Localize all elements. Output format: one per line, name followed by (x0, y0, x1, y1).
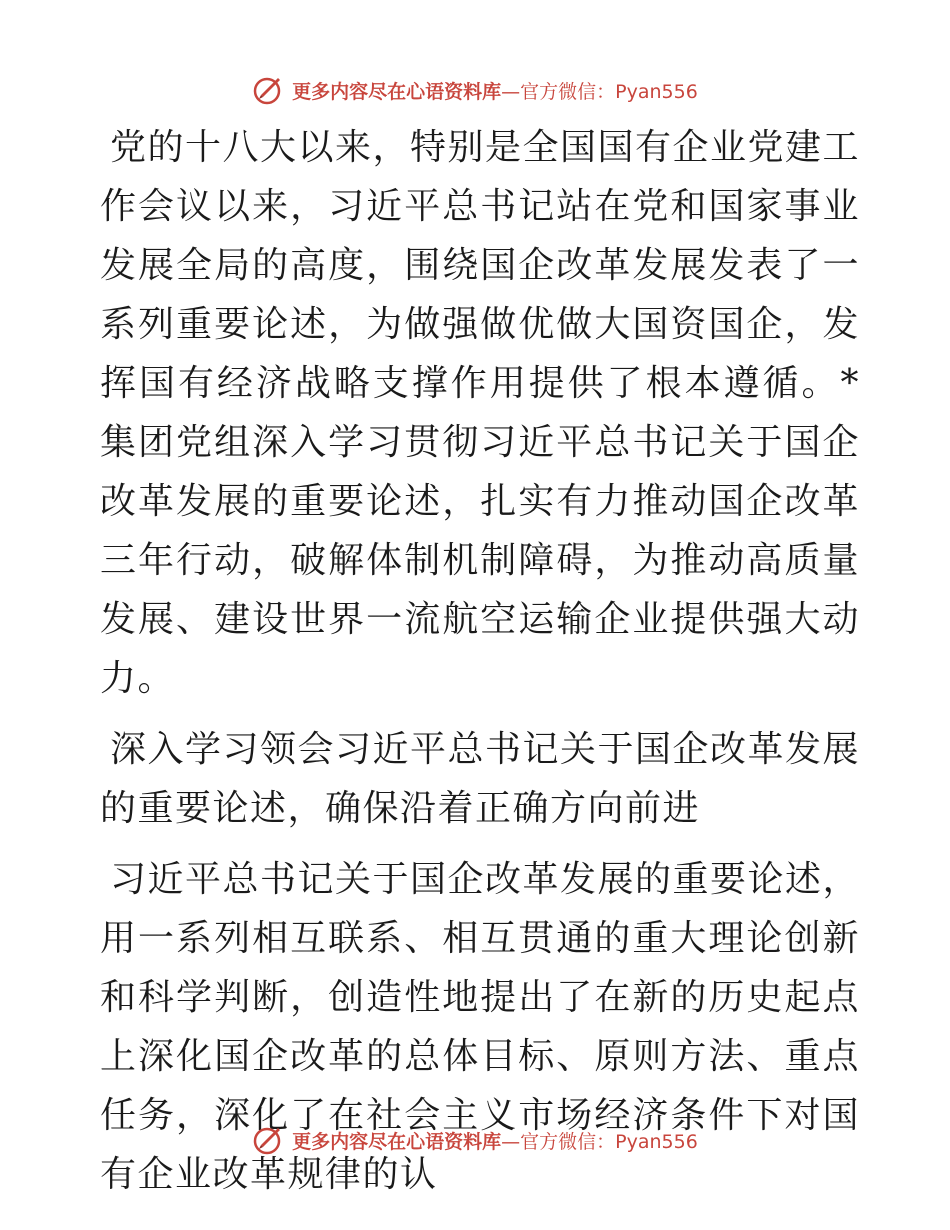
banner-dash: — (501, 80, 521, 103)
banner-highlight: 更多内容尽在心语资料库 (292, 1130, 502, 1153)
document-body (100, 118, 860, 1204)
banner-text (292, 77, 698, 104)
pen-logo-icon (252, 73, 286, 107)
section-heading: 深入学习领会习近平总书记关于国企改革发展的重要论述，确保沿着正确方向前进 (100, 729, 861, 829)
banner-wechat: 官方微信：Pyan556 (520, 80, 698, 103)
header-banner (0, 70, 950, 110)
banner-text (292, 1127, 698, 1154)
banner-dash: — (501, 1130, 521, 1153)
banner-highlight: 更多内容尽在心语资料库 (292, 80, 502, 103)
paragraph-body: 习近平总书记关于国企改革发展的重要论述，用一系列相互联系、相互贯通的重大理论创新和科学判断，创造性地提出了在新的历史起点上深化国企改革的总体目标、原则方法、重点任务，深化了在社会主义市场经济条件下对国有企业改革规律的认 (100, 859, 861, 1195)
paragraph-intro: 党的十八大以来，特别是全国国有企业党建工作会议以来，习近平总书记站在党和国家事业发展全局的高度，围绕国企改革发展发表了一系列重要论述，为做强做优做大国资国企，发挥国有经济战略支撑作用提供了根本遵循。*集团党组深入学习贯彻习近平总书记关于国企改革发展的重要论述，扎实有力推动国企改革三年行动，破解体制机制障碍，为推动高质量发展、建设世界一流航空运输企业提供强大动力。 (100, 127, 861, 699)
footer-banner (0, 1120, 950, 1160)
pen-logo-icon (252, 1123, 286, 1157)
banner-wechat: 官方微信：Pyan556 (520, 1130, 698, 1153)
